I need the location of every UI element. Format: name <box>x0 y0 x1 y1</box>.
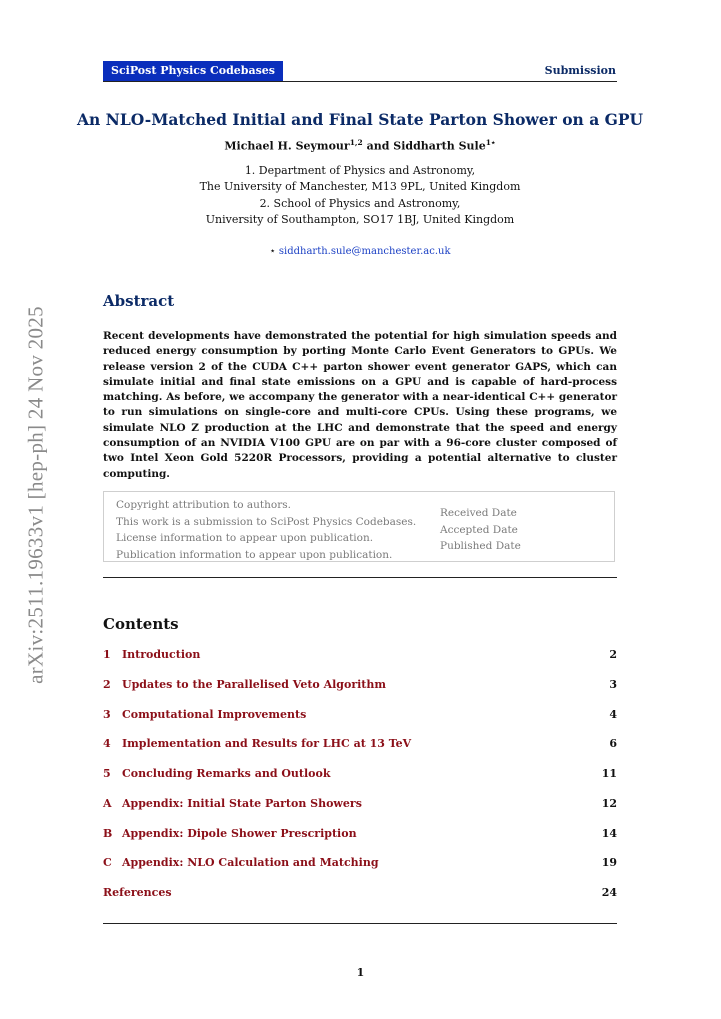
corresponding-email <box>60 246 660 257</box>
toc-entry[interactable] <box>103 797 617 827</box>
toc-page[interactable]: 14 <box>601 826 617 840</box>
toc-title[interactable]: Appendix: Dipole Shower Prescription <box>122 826 357 840</box>
toc-page[interactable]: 11 <box>601 767 617 780</box>
affiliation-line: University of Southampton, SO17 1BJ, United Kingdom <box>205 212 515 226</box>
section-rule <box>103 577 617 578</box>
toc-number: B <box>103 826 113 840</box>
toc-title[interactable]: Concluding Remarks and Outlook <box>122 767 331 780</box>
toc-number: A <box>103 796 112 810</box>
abstract-heading: Abstract <box>103 292 175 310</box>
toc-number: 2 <box>103 677 111 691</box>
table-of-contents <box>103 648 617 916</box>
affiliations <box>60 163 660 228</box>
toc-page[interactable]: 4 <box>609 707 617 721</box>
copyright-box <box>103 491 615 562</box>
toc-number: 5 <box>103 767 111 780</box>
contents-rule <box>103 923 617 924</box>
toc-entry[interactable] <box>103 856 617 886</box>
toc-page[interactable]: 3 <box>609 677 617 691</box>
toc-number: 3 <box>103 707 111 721</box>
affiliation-line: 1. Department of Physics and Astronomy, <box>244 164 476 177</box>
toc-title[interactable]: Computational Improvements <box>122 707 307 721</box>
star-icon: ⋆ <box>269 246 276 257</box>
publication-dates <box>440 505 521 555</box>
toc-page[interactable]: 12 <box>601 796 617 810</box>
toc-entry[interactable] <box>103 708 617 738</box>
toc-entry[interactable] <box>103 886 617 916</box>
toc-page[interactable]: 19 <box>601 856 617 870</box>
author-affiliation-mark: 1,2 <box>349 138 363 147</box>
email-link[interactable]: siddharth.sule@manchester.ac.uk <box>278 246 451 257</box>
toc-number: 4 <box>103 737 111 751</box>
journal-badge: SciPost Physics Codebases <box>103 61 283 81</box>
toc-entry[interactable] <box>103 678 617 708</box>
copyright-line: License information to appear upon publication. <box>116 532 374 544</box>
toc-entry[interactable] <box>103 648 617 678</box>
toc-entry[interactable] <box>103 827 617 857</box>
affiliation-line: 2. School of Physics and Astronomy, <box>259 196 461 210</box>
toc-title[interactable]: Appendix: NLO Calculation and Matching <box>122 856 379 870</box>
toc-title[interactable]: Updates to the Parallelised Veto Algorithm <box>122 677 387 691</box>
accepted-date: Accepted Date <box>440 523 518 536</box>
toc-title[interactable]: References <box>103 886 172 899</box>
author-name: Michael H. Seymour <box>224 139 350 153</box>
received-date: Received Date <box>440 507 517 519</box>
author-affiliation-mark: 1⋆ <box>485 138 496 147</box>
contents-heading: Contents <box>103 615 179 633</box>
toc-title[interactable]: Implementation and Results for LHC at 13 TeV <box>122 737 412 751</box>
toc-page[interactable]: 24 <box>601 886 617 899</box>
published-date: Published Date <box>440 540 521 552</box>
toc-title[interactable]: Appendix: Initial State Parton Showers <box>122 796 362 810</box>
copyright-info <box>116 497 416 563</box>
author-name: Siddharth Sule <box>393 139 486 153</box>
author-conjunction: and <box>362 139 394 153</box>
toc-entry[interactable] <box>103 767 617 797</box>
arxiv-stamp: arXiv:2511.19633v1 [hep-ph] 24 Nov 2025 <box>23 306 48 684</box>
toc-number: C <box>103 856 112 870</box>
toc-entry[interactable] <box>103 737 617 767</box>
header-rule <box>103 81 617 82</box>
copyright-line: Copyright attribution to authors. <box>116 499 291 511</box>
author-line <box>60 138 660 153</box>
copyright-line: This work is a submission to SciPost Physics Codebases. <box>116 515 417 528</box>
toc-page[interactable]: 2 <box>609 648 617 661</box>
paper-title: An NLO-Matched Initial and Final State Parton Shower on a GPU <box>76 110 644 129</box>
toc-title[interactable]: Introduction <box>122 648 201 661</box>
affiliation-line: The University of Manchester, M13 9PL, United Kingdom <box>199 180 521 194</box>
abstract-text: Recent developments have demonstrated the potential for high simulation speeds and reduced energy consumption by porting Monte Carlo Event Generators to GPUs. We release version 2 of the CUDA C++ parton shower event generator GAPS, which can simulate initial and final state emissions on a GPU and is capable of hard-process matching. As before, we accompany the generator with a near-identical C++ generator to run simulations on single-core and multi-core CPUs. Using these programs, we simulate NLO Z production at the LHC and demonstrate that the speed and energy consumption of an NVIDIA V100 GPU are on par with a 96-core cluster composed of two Intel Xeon Gold 5220R Processors, providing a potential alternative to cluster computing. <box>103 330 617 480</box>
submission-label: Submission <box>544 64 616 77</box>
copyright-line: Publication information to appear upon publication. <box>116 548 393 561</box>
toc-page[interactable]: 6 <box>609 737 617 751</box>
page-number: 1 <box>356 966 365 979</box>
toc-number: 1 <box>103 648 111 661</box>
